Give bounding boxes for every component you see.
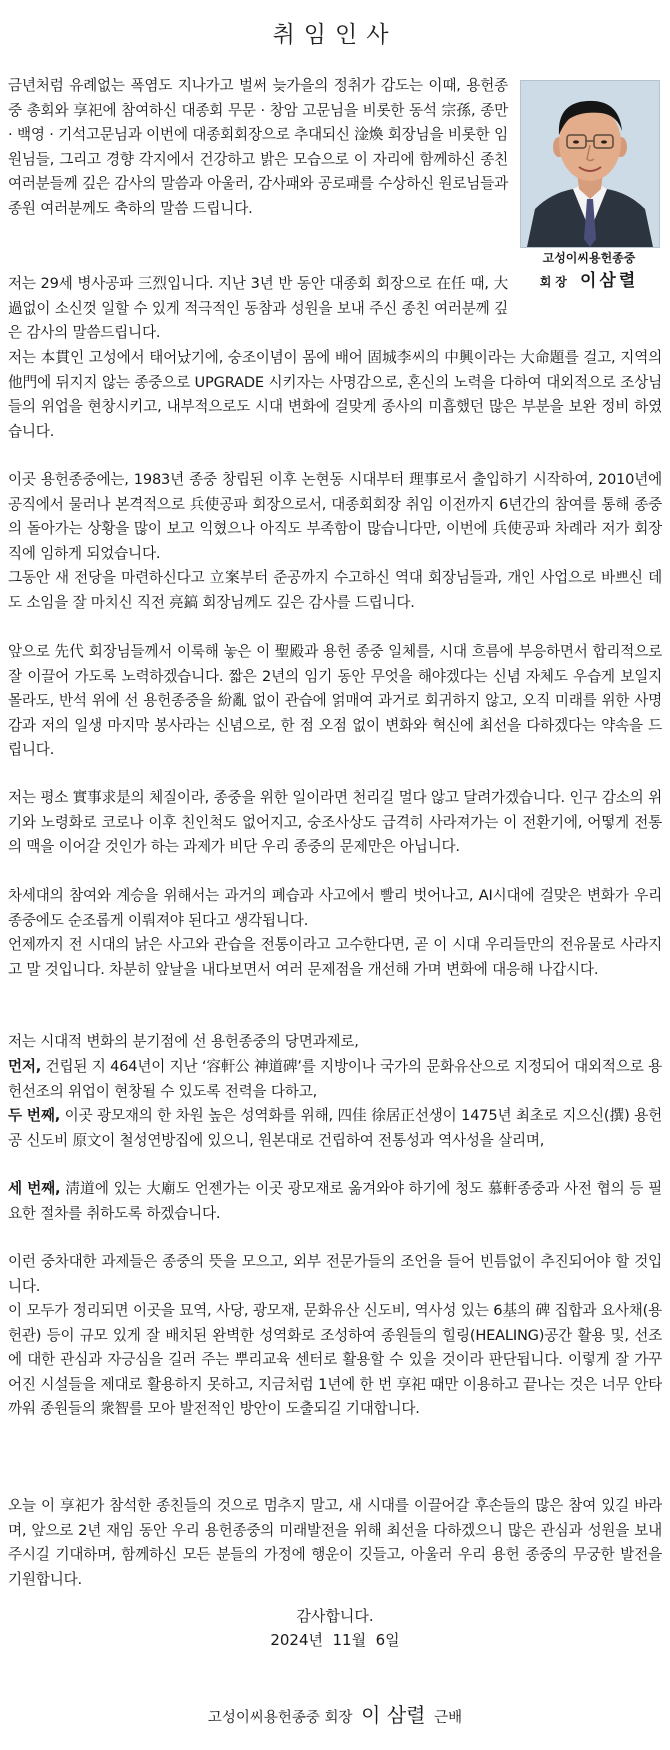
paragraph-vision: 이 모두가 정리되면 이곳을 묘역, 사당, 광모재, 문화유산 신도비, 역사성 있는 6基의 碑 집합과 요사채(용헌관) 등이 규모 있게 잘 배치된 완벽한 성역화로 조성하여 종원들의 힐링(HEALING)공간 활용 및, 선조에 대한 관심과 자긍심을 길러 주는 뿌리교육 센터로 활용할 수 있을 것이라 판단됩니다. 이렇게 잘 가꾸어진 시설들을 제대로 활용하지 못하고, 지금처럼 1년에 한 번 享祀 때만 이용하고 끝나는 것은 너무 안타까워 종원들의 衆智를 모아 발전적인 방안이 도출되길 기대합니다.	[8, 1302, 662, 1417]
page-title: 취임인사	[272, 22, 398, 48]
task-first-label: 먼저,	[8, 1058, 42, 1075]
portrait-illustration	[521, 81, 659, 247]
paragraph-background: 저는 本貫인 고성에서 태어났기에, 숭조이념이 몸에 배어 固城李씨의 中興이라는 大命題를 걸고, 지역의 他門에 뒤지지 않는 종중으로 UPGRADE 시키자는 사명감으로, 혼신의 노력을 다하여 대외적으로 조상님들의 위업을 현창시키고, 내부적으로도 시대 변화에 걸맞게 종사의 미흡했던 많은 부분을 보완 정비 하였습니다.	[8, 349, 662, 440]
signature-org-role: 고성이씨용헌종중 회장	[207, 1710, 353, 1726]
paragraph-introduction: 저는 29세 병사공파 三烈입니다. 지난 3년 반 동안 대종회 회장으로 在任 때, 大過없이 소신껏 일할 수 있게 적극적인 동참과 성원을 보내 주신 종친 여러분께 깊은 감사의 말씀드립니다.	[8, 275, 508, 341]
task-first-text: 건립된 지 464년이 지난 ‘容軒公 神道碑’를 지방이나 국가의 문화유산으로 지정되어 대외적으로 용헌선조의 위업이 현창될 수 있도록 전력을 다하고,	[8, 1058, 662, 1100]
paragraph-dedication: 저는 평소 實事求是의 체질이라, 종중을 위한 일이라면 천리길 멀다 않고 달려가겠습니다. 인구 감소의 위기와 노령화로 코로나 이후 친인척도 없어지고, 숭조사상도 급격히 사라져가는 이 전환기에, 어떻게 전통의 맥을 이어갈 것인가 하는 과제가 비단 우리 종중의 문제만은 아닙니다.	[8, 789, 662, 855]
closing-thanks: 감사합니다.	[296, 1607, 374, 1625]
paragraph-change: 언제까지 전 시대의 낡은 사고와 관습을 전통이라고 고수한다면, 곧 이 시대 우리들만의 전유물로 사라지고 말 것입니다. 차분히 앞날을 내다보면서 여러 문제점을 개선해 가며 변화에 대응해 나갑시다.	[8, 936, 662, 978]
paragraph-next-generation: 차세대의 참여와 계승을 위해서는 과거의 폐습과 사고에서 빨리 벗어나고, AI시대에 걸맞은 변화가 우리 종중에도 순조롭게 이뤄져야 된다고 생각됩니다.	[8, 887, 662, 929]
portrait-caption-org: 고성이씨용헌종중	[542, 251, 636, 265]
paragraph-closing-wish: 오늘 이 享祀가 참석한 종친들의 것으로 멈추지 말고, 새 시대를 이끌어갈 후손들의 많은 참여 있길 바라며, 앞으로 2년 재임 동안 우리 용헌종중의 미래발전을 위해 최선을 다하겠으니 많은 관심과 성원을 보내 주시길 기대하며, 함께하신 모든 분들의 가정에 행운이 깃들고, 아울러 우리 용헌 종중의 무궁한 발전을 기원합니다.	[8, 1497, 662, 1588]
paragraph-task-third	[8, 1177, 662, 1226]
paragraph-task-first	[8, 1055, 662, 1104]
task-second-label: 두 번째,	[8, 1107, 61, 1124]
paragraph-history: 이곳 용헌종중에는, 1983년 종중 창립된 이후 논현동 시대부터 理事로서 출입하기 시작하여, 2010년에 공직에서 물러나 본격적으로 兵使공파 회장으로서, 대종회회장 취임 이전까지 6년간의 참여를 통해 종중의 돌아가는 상황을 많이 보고 익혔으나 아직도 부족함이 많습니다만, 이번에 兵使공파 차례라 저가 회장직에 임하게 되었습니다.	[8, 471, 662, 562]
portrait-caption-person: 이삼렬	[580, 271, 639, 291]
signature-name: 이 삼렬	[361, 1703, 426, 1727]
signature-suffix: 근배	[434, 1710, 463, 1726]
paragraph-task-second	[8, 1104, 662, 1153]
paragraph-consensus: 이런 중차대한 과제들은 종중의 뜻을 모으고, 외부 전문가들의 조언을 들어 빈틈없이 추진되어야 할 것입니다.	[8, 1253, 662, 1295]
signature-line	[0, 1700, 670, 1733]
task-second-text: 이곳 광모재의 한 차원 높은 성역화를 위해, 四佳 徐居正선생이 1475년 최초로 지으신(撰) 용헌공 신도비 原文이 철성연방집에 있으니, 원본대로 건립하여 전통성과 역사성을 살리며,	[8, 1107, 662, 1149]
paragraph-pledge: 앞으로 先代 회장님들께서 이룩해 놓은 이 聖殿과 용헌 종중 일체를, 시대 흐름에 부응하면서 합리적으로 잘 이끌어 가도록 노력하겠습니다. 짧은 2년의 임기 동안 무엇을 해야겠다는 신념 자체도 우습게 보일지 몰라도, 반석 위에 선 용헌종중을 紛亂 없이 관습에 얽매여 과거로 회귀하지 않고, 오직 미래를 위한 사명감과 저의 일생 마지막 봉사라는 신념으로, 한 점 오점 없이 변화와 혁신에 최선을 다하겠다는 약속을 드립니다.	[8, 643, 662, 758]
portrait-caption-role: 회장	[539, 275, 571, 289]
paragraph-greeting: 금년처럼 유례없는 폭염도 지나가고 벌써 늦가을의 정취가 감도는 이때, 용헌종중 총회와 享祀에 참여하신 대종회 무문 · 창암 고문님을 비롯한 동석 宗孫, 종만 · 백영 · 기석고문님과 이번에 대종회회장으로 추대되신 淦煥 회장님을 비롯한 임원님들, 그리고 경향 각지에서 건강하고 밝은 모습으로 이 자리에 함께하신 종친 여러분들께 깊은 감사의 말씀과 아울러, 감사패와 공로패를 수상하신 원로님들과 종원 여러분께도 축하의 말씀 드립니다.	[8, 77, 508, 217]
closing-date: 2024년 11월 6일	[270, 1631, 400, 1649]
paragraph-gratitude: 그동안 새 전당을 마련하신다고 立案부터 준공까지 수고하신 역대 회장님들과, 개인 사업으로 바쁘신 데도 소임을 잘 마치신 직전 亮鎬 회장님께도 깊은 감사를 드립니다.	[8, 569, 662, 611]
task-third-label: 세 번째,	[8, 1180, 61, 1197]
chairman-portrait	[520, 80, 660, 248]
portrait-caption-name	[512, 268, 666, 295]
task-third-text: 淸道에 있는 大廟도 언젠가는 이곳 광모재로 옮겨와야 하기에 청도 慕軒종중과 사전 협의 등 필요한 절차를 취하도록 하겠습니다.	[8, 1180, 662, 1222]
paragraph-tasks-intro: 저는 시대적 변화의 분기점에 선 용헌종중의 당면과제로,	[8, 1033, 359, 1050]
